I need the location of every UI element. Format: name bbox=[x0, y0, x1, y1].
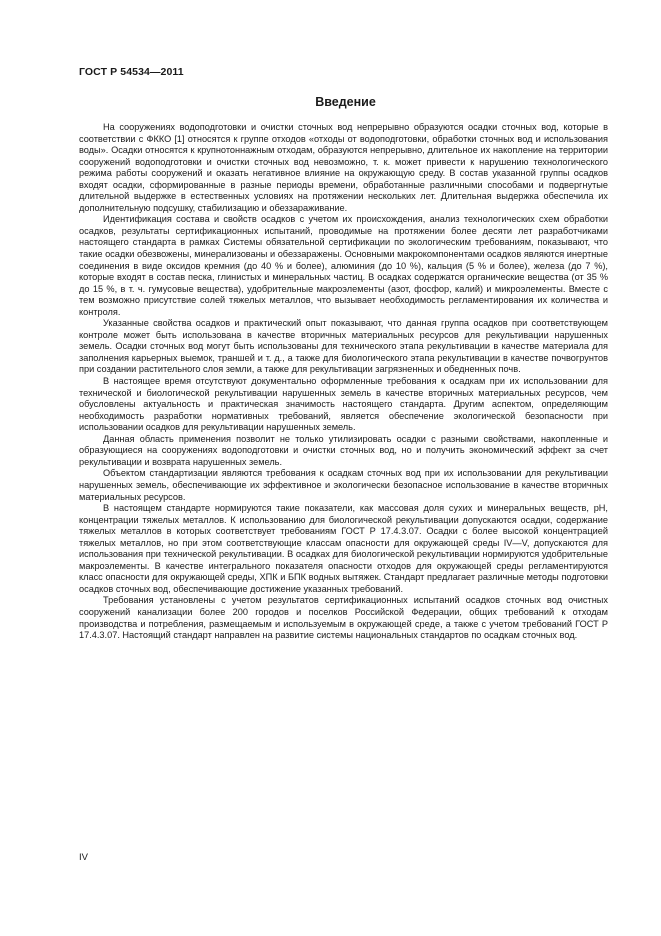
introduction-body bbox=[79, 122, 608, 642]
paragraph: Требования установлены с учетом результатов сертификационных испытаний осадков сточных вод очистных сооружений канализации более 200 городов и поселков Российской Федерации, общих требований к отходам производства и потребления, размещаемым и используемым в окружающей среде, а также с учетом требований ГОСТ Р 17.4.3.07. Настоящий стандарт направлен на развитие системы национальных стандартов по осадкам сточных вод. bbox=[79, 595, 608, 641]
document-header: ГОСТ Р 54534—2011 bbox=[79, 66, 184, 78]
paragraph: На сооружениях водоподготовки и очистки сточных вод непрерывно образуются осадки сточных вод, которые в соответствии с ФККО [1] относятся к группе отходов «отходы от водоподготовки, обработки сточных вод и использования воды». Осадки относятся к крупнотоннажным отходам, образуются непрерывно, длительное их накопление на территории сооружений водоподготовки и очистки сточных вод невозможно, т. к. может привести к нарушению технологического режима работы сооружений и оказать негативное влияние на окружающую среду. В состав указанной группы осадков входят осадки, сформированные в разные периоды времени, обработанные различными способами и подвергнутые длительной выдержке в естественных условиях на протяжении нескольких лет. Длительная выдержка обеспечила их дополнительную подсушку, стабилизацию и обеззараживание. bbox=[79, 122, 608, 213]
paragraph: Указанные свойства осадков и практический опыт показывают, что данная группа осадков при соответствующем контроле может быть использована в качестве вторичных материальных ресурсов для рекультивации нарушенных земель. Осадки сточных вод могут быть использованы для технического этапа рекультивации в качестве материала для заполнения карьерных выемок, траншей и т. д., а также для биологического этапа рекультивации в качестве почвогрунтов при создании растительного слоя земли, а также для рекультивации загрязненных и обедненных почв. bbox=[79, 318, 608, 375]
section-title: Введение bbox=[315, 95, 376, 109]
paragraph: В настоящее время отсутствуют документально оформленные требования к осадкам при их использовании для технической и биологической рекультивации нарушенных земель в качестве вторичных материальных ресурсов, чем обусловлены актуальность и практическая значимость настоящего стандарта. Другим аспектом, определяющим необходимость разработки нормативных требований, является обеспечение экологической безопасности при использовании осадков для рекультивации нарушенных земель. bbox=[79, 376, 608, 433]
page-number: IV bbox=[79, 852, 88, 863]
paragraph: Объектом стандартизации являются требования к осадкам сточных вод при их использовании для рекультивации нарушенных земель, обеспечивающие их эффективное и экологически безопасное использование в качестве вторичных материальных ресурсов. bbox=[79, 468, 608, 502]
paragraph: Данная область применения позволит не только утилизировать осадки с разными свойствами, накопленные и образующиеся на сооружениях водоподготовки и очистки сточных вод, но и получить экономический эффект за счет рекультивации и возврата нарушенных земель. bbox=[79, 433, 608, 467]
paragraph: Идентификация состава и свойств осадков с учетом их происхождения, анализ технологических схем обработки осадков, результаты сертификационных испытаний, проводимые на протяжении более десяти лет разработчиками настоящего стандарта в рамках Системы обязательной сертификации по экологическим требованиям, показывают, что такие осадки обезвожены, минерализованы и обеззаражены. Основными макрокомпонентами осадков являются инертные соединения в виде оксидов кремния (до 40 % и более), алюминия (до 10 %), кальция (5 % и более), железа (до 7 %), которые входят в состав песка, глинистых и минеральных частиц. В осадках содержатся органические вещества (от 35 % до 15 %, в т. ч. гумусовые вещества), удобрительные макроэлементы (азот, фосфор, калий) и микроэлементы. Вместе с тем возможно присутствие солей тяжелых металлов, что вызывает необходимость регламентирования их количества и контроля. bbox=[79, 214, 608, 317]
paragraph: В настоящем стандарте нормируются такие показатели, как массовая доля сухих и минеральных веществ, pH, концентрации тяжелых металлов. К использованию для биологической рекультивации допускаются осадки, содержание тяжелых металлов в которых соответствует требованиям ГОСТ Р 17.4.3.07. Осадки с более высокой концентрацией тяжелых металлов, но при этом соответствующие классам опасности для окружающей среды IV—V, допускаются для использования при технической рекультивации. В осадках для биологической рекультивации нормируются удобрительные макроэлементы. В качестве интегрального показателя опасности отходов для окружающей среды регламентируются класс опасности для окружающей среды, ХПК и БПК водных вытяжек. Стандарт предлагает различные методы подготовки осадков сточных вод, обеспечивающие достижение указанных требований. bbox=[79, 503, 608, 594]
